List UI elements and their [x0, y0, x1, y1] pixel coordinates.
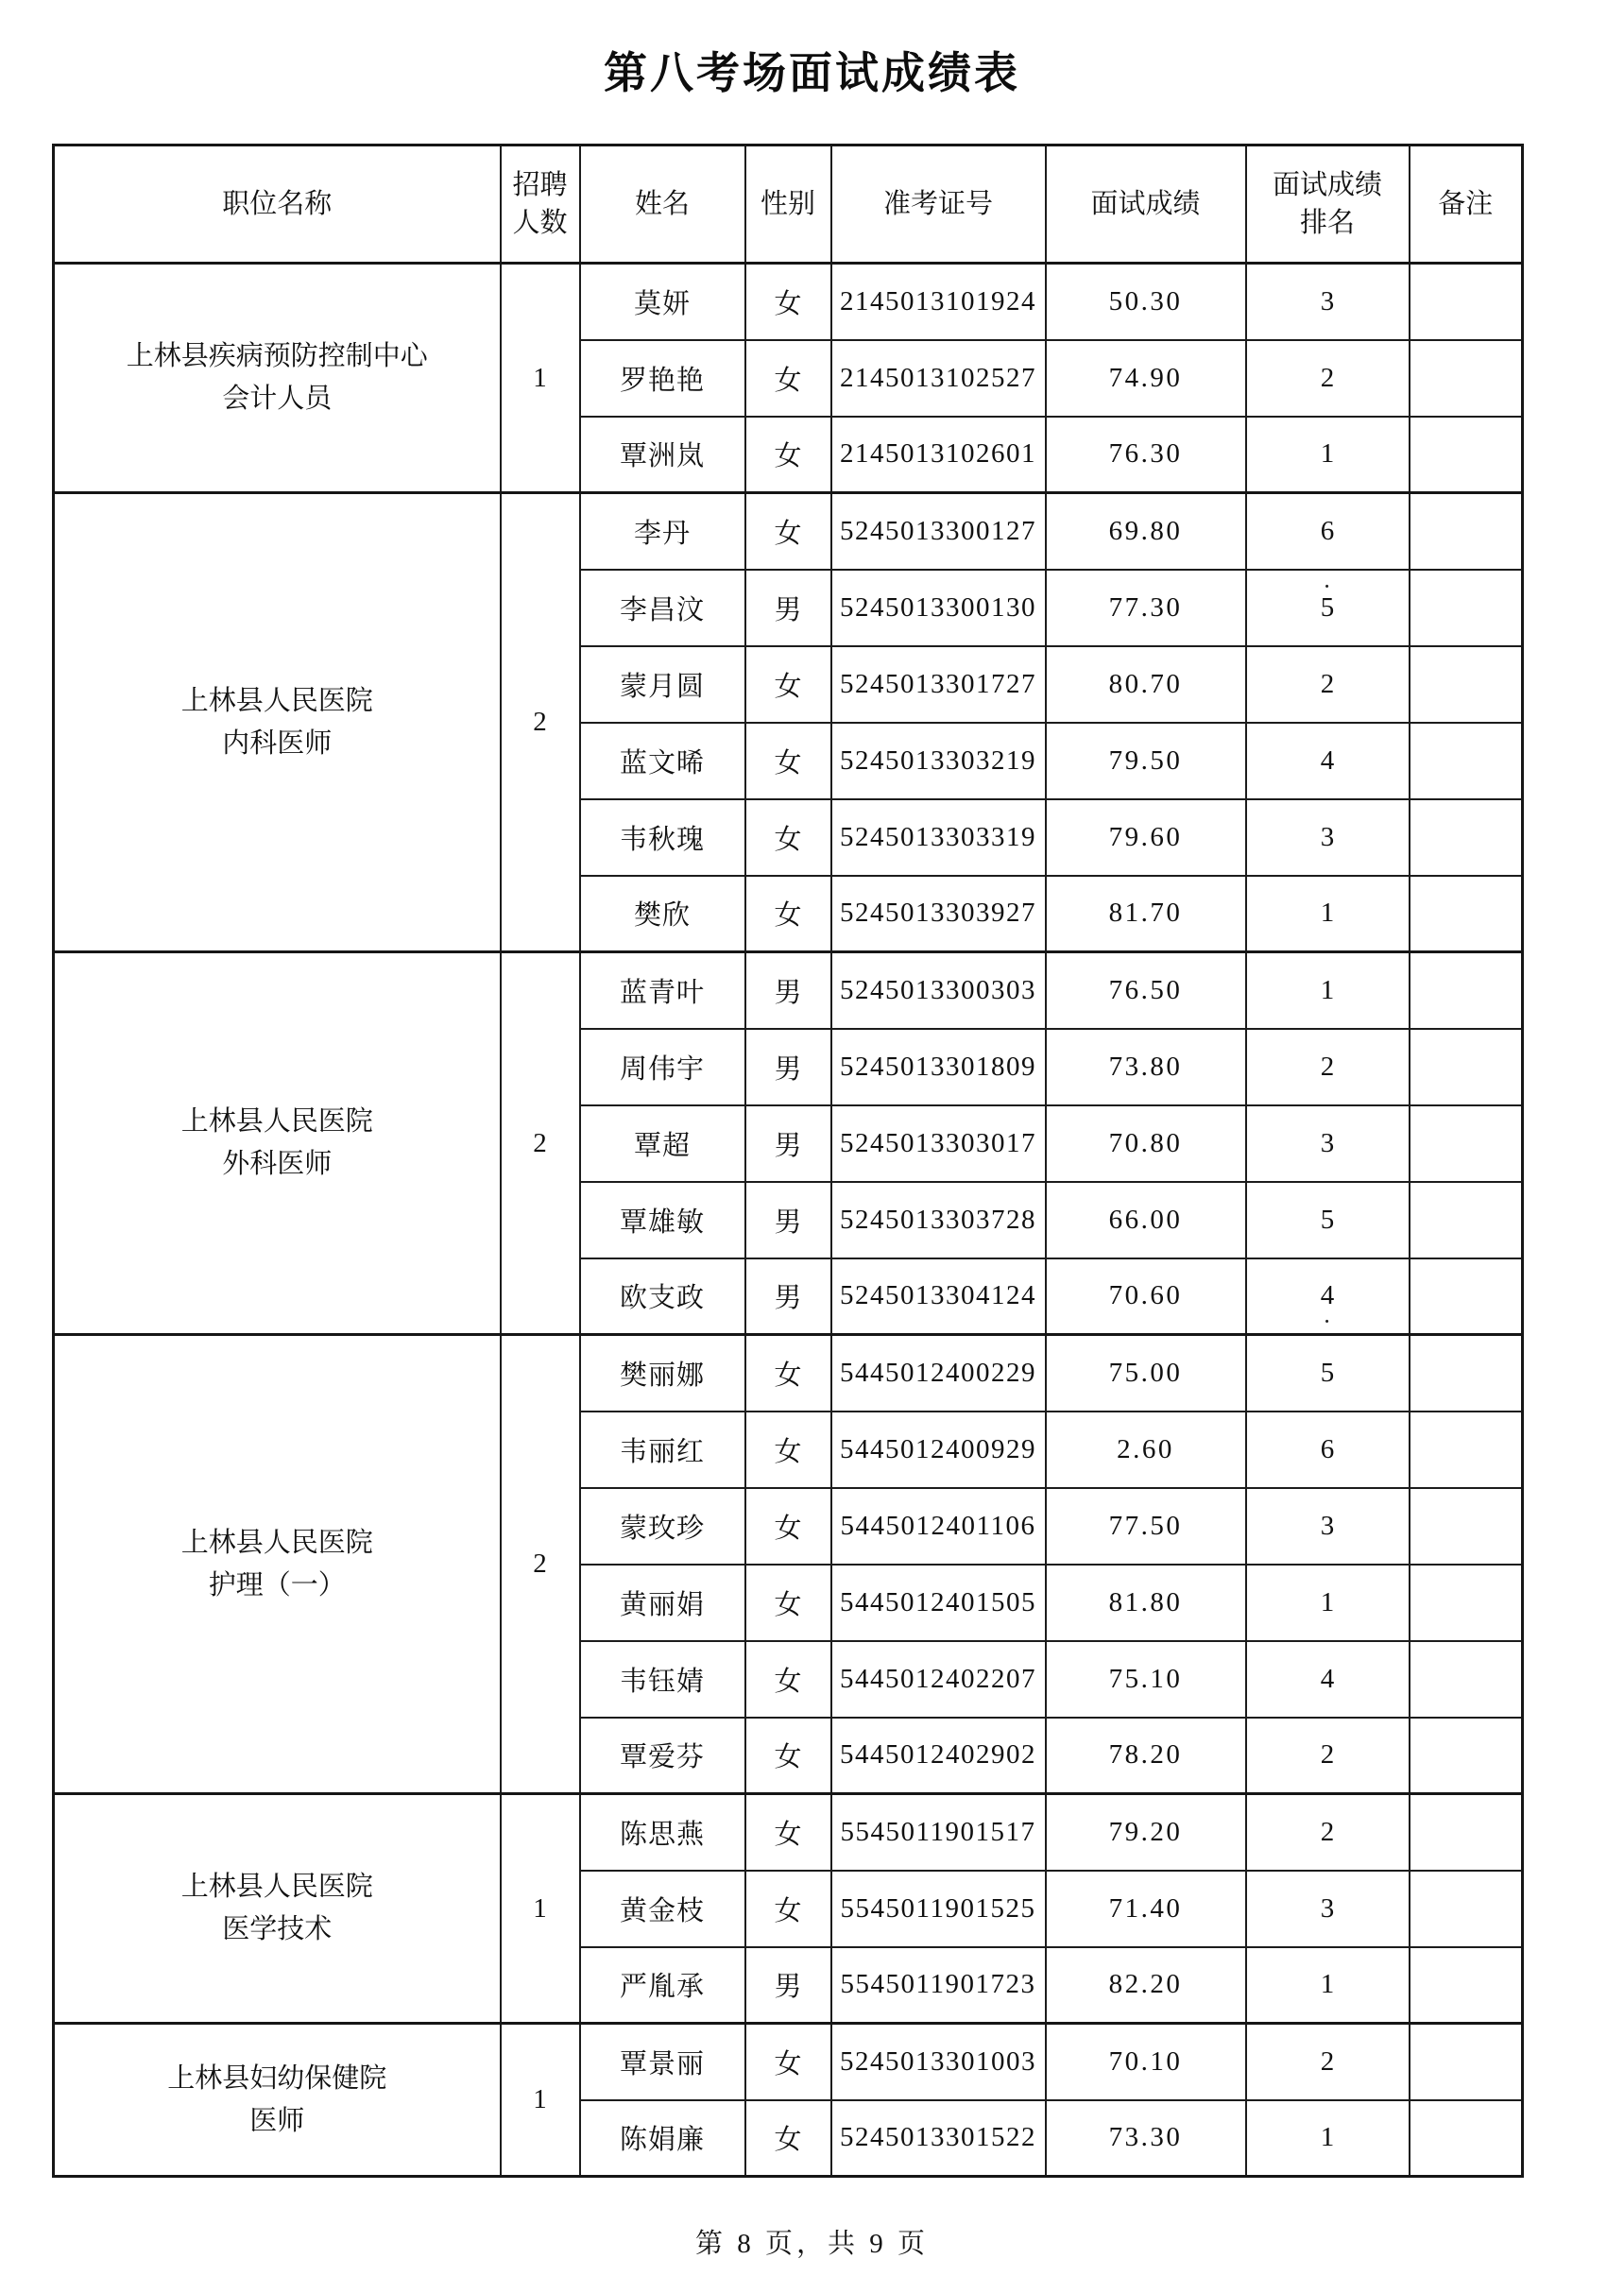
- name-cell: 欧支政: [580, 1258, 745, 1335]
- gender-cell: 女: [745, 723, 831, 799]
- remark-cell: [1410, 340, 1523, 417]
- rank-cell: 3: [1246, 1488, 1410, 1565]
- gender-cell: 女: [745, 417, 831, 493]
- score-cell: 74.90: [1046, 340, 1246, 417]
- score-cell: 79.20: [1046, 1794, 1246, 1871]
- exam-id-cell: 2145013102601: [831, 417, 1046, 493]
- remark-cell: [1410, 493, 1523, 570]
- score-cell: 75.00: [1046, 1335, 1246, 1412]
- header-cell-name: 姓名: [580, 145, 745, 264]
- rank-cell: 2: [1246, 2024, 1410, 2100]
- position-cell: 上林县人民医院 医学技术: [54, 1794, 501, 2024]
- remark-cell: [1410, 1718, 1523, 1794]
- page-title: 第八考场面试成绩表: [604, 48, 1020, 97]
- name-cell: 周伟宇: [580, 1029, 745, 1105]
- remark-cell: [1410, 1182, 1523, 1258]
- gender-cell: 女: [745, 1718, 831, 1794]
- exam-id-cell: 5445012402902: [831, 1718, 1046, 1794]
- name-cell: 蒙月圆: [580, 646, 745, 723]
- gender-cell: 男: [745, 1029, 831, 1105]
- rank-cell: 3: [1246, 799, 1410, 876]
- remark-cell: [1410, 1105, 1523, 1182]
- rank-cell: 2: [1246, 1794, 1410, 1871]
- exam-id-cell: 5445012401505: [831, 1565, 1046, 1641]
- exam-id-cell: 2145013101924: [831, 264, 1046, 340]
- exam-id-cell: 5445012400929: [831, 1412, 1046, 1488]
- table-row: [54, 1335, 1523, 1412]
- name-cell: 韦丽红: [580, 1412, 745, 1488]
- score-cell: 76.50: [1046, 952, 1246, 1029]
- gender-cell: 男: [745, 570, 831, 646]
- rank-cell: 2: [1246, 1029, 1410, 1105]
- remark-cell: [1410, 1947, 1523, 2024]
- table-row: [54, 2024, 1523, 2100]
- score-cell: 79.50: [1046, 723, 1246, 799]
- rank-cell: 5: [1246, 1182, 1410, 1258]
- table-row: [54, 264, 1523, 340]
- exam-id-cell: 5545011901525: [831, 1871, 1046, 1947]
- name-cell: 罗艳艳: [580, 340, 745, 417]
- remark-cell: [1410, 1641, 1523, 1718]
- name-cell: 蓝文晞: [580, 723, 745, 799]
- remark-cell: [1410, 646, 1523, 723]
- score-cell: 81.80: [1046, 1565, 1246, 1641]
- rank-cell: 2: [1246, 646, 1410, 723]
- rank-cell: 1: [1246, 417, 1410, 493]
- name-cell: 韦钰婧: [580, 1641, 745, 1718]
- name-cell: 覃雄敏: [580, 1182, 745, 1258]
- name-cell: 樊丽娜: [580, 1335, 745, 1412]
- gender-cell: 男: [745, 952, 831, 1029]
- rank-cell: 3: [1246, 264, 1410, 340]
- ink-dot-artifact: ·: [1323, 1308, 1331, 1335]
- remark-cell: [1410, 1871, 1523, 1947]
- remark-cell: [1410, 799, 1523, 876]
- name-cell: 严胤承: [580, 1947, 745, 2024]
- score-cell: 66.00: [1046, 1182, 1246, 1258]
- score-cell: 2.60: [1046, 1412, 1246, 1488]
- remark-cell: [1410, 1565, 1523, 1641]
- table-row: [54, 1794, 1523, 1871]
- gender-cell: 女: [745, 1488, 831, 1565]
- gender-cell: 女: [745, 2100, 831, 2177]
- remark-cell: [1410, 1412, 1523, 1488]
- remark-cell: [1410, 952, 1523, 1029]
- score-cell: 76.30: [1046, 417, 1246, 493]
- gender-cell: 女: [745, 1565, 831, 1641]
- exam-id-cell: 5545011901723: [831, 1947, 1046, 2024]
- header-cell-remark: 备注: [1410, 145, 1523, 264]
- score-cell: 75.10: [1046, 1641, 1246, 1718]
- score-cell: 81.70: [1046, 876, 1246, 952]
- name-cell: 覃景丽: [580, 2024, 745, 2100]
- recruit-count-cell: 1: [501, 264, 580, 493]
- name-cell: 蓝青叶: [580, 952, 745, 1029]
- gender-cell: 男: [745, 1947, 831, 2024]
- recruit-count-cell: 1: [501, 2024, 580, 2177]
- remark-cell: [1410, 1258, 1523, 1335]
- rank-cell: 3: [1246, 1105, 1410, 1182]
- gender-cell: 女: [745, 493, 831, 570]
- name-cell: 莫妍: [580, 264, 745, 340]
- recruit-count-cell: 2: [501, 952, 580, 1335]
- remark-cell: [1410, 2100, 1523, 2177]
- position-cell: 上林县人民医院 护理（一）: [54, 1335, 501, 1794]
- name-cell: 陈娟廉: [580, 2100, 745, 2177]
- name-cell: 覃爱芬: [580, 1718, 745, 1794]
- rank-cell: 1: [1246, 2100, 1410, 2177]
- exam-id-cell: 5245013304124: [831, 1258, 1046, 1335]
- rank-cell: 1: [1246, 952, 1410, 1029]
- gender-cell: 男: [745, 1105, 831, 1182]
- rank-cell: 5 ·: [1246, 570, 1410, 646]
- exam-id-cell: 2145013102527: [831, 340, 1046, 417]
- position-cell: 上林县疾病预防控制中心 会计人员: [54, 264, 501, 493]
- exam-id-cell: 5445012401106: [831, 1488, 1046, 1565]
- exam-id-cell: 5245013300130: [831, 570, 1046, 646]
- exam-id-cell: 5245013301809: [831, 1029, 1046, 1105]
- score-cell: 79.60: [1046, 799, 1246, 876]
- remark-cell: [1410, 1029, 1523, 1105]
- score-cell: 70.10: [1046, 2024, 1246, 2100]
- rank-cell: 1: [1246, 1565, 1410, 1641]
- exam-id-cell: 5245013300303: [831, 952, 1046, 1029]
- ink-dot-artifact: ·: [1323, 572, 1331, 600]
- score-cell: 77.50: [1046, 1488, 1246, 1565]
- rank-cell: 2: [1246, 1718, 1410, 1794]
- exam-id-cell: 5245013301003: [831, 2024, 1046, 2100]
- exam-id-cell: 5245013301522: [831, 2100, 1046, 2177]
- exam-id-cell: 5245013300127: [831, 493, 1046, 570]
- gender-cell: 女: [745, 646, 831, 723]
- gender-cell: 女: [745, 1871, 831, 1947]
- score-cell: 70.80: [1046, 1105, 1246, 1182]
- page-footer: 第 8 页，共 9 页: [694, 2229, 929, 2259]
- name-cell: 覃超: [580, 1105, 745, 1182]
- name-cell: 蒙玫珍: [580, 1488, 745, 1565]
- header-cell-exam-id: 准考证号: [831, 145, 1046, 264]
- header-cell-position: 职位名称: [54, 145, 501, 264]
- rank-cell: 4: [1246, 1641, 1410, 1718]
- name-cell: 黄丽娟: [580, 1565, 745, 1641]
- score-cell: 73.80: [1046, 1029, 1246, 1105]
- rank-cell: 6: [1246, 1412, 1410, 1488]
- name-cell: 陈思燕: [580, 1794, 745, 1871]
- gender-cell: 女: [745, 1641, 831, 1718]
- score-cell: 82.20: [1046, 1947, 1246, 2024]
- rank-cell: 6: [1246, 493, 1410, 570]
- gender-cell: 女: [745, 1335, 831, 1412]
- gender-cell: 女: [745, 799, 831, 876]
- gender-cell: 男: [745, 1182, 831, 1258]
- gender-cell: 女: [745, 1794, 831, 1871]
- exam-id-cell: 5245013303319: [831, 799, 1046, 876]
- exam-id-cell: 5545011901517: [831, 1794, 1046, 1871]
- exam-id-cell: 5245013303927: [831, 876, 1046, 952]
- exam-id-cell: 5445012400229: [831, 1335, 1046, 1412]
- header-cell-rank: 面试成绩 排名: [1246, 145, 1410, 264]
- rank-cell: 4: [1246, 723, 1410, 799]
- remark-cell: [1410, 1794, 1523, 1871]
- remark-cell: [1410, 1335, 1523, 1412]
- score-cell: 69.80: [1046, 493, 1246, 570]
- remark-cell: [1410, 876, 1523, 952]
- name-cell: 韦秋瑰: [580, 799, 745, 876]
- table-row: [54, 952, 1523, 1029]
- name-cell: 覃洲岚: [580, 417, 745, 493]
- rank-cell: 5: [1246, 1335, 1410, 1412]
- score-cell: 71.40: [1046, 1871, 1246, 1947]
- position-cell: 上林县人民医院 内科医师: [54, 493, 501, 952]
- position-cell: 上林县人民医院 外科医师: [54, 952, 501, 1335]
- score-cell: 77.30: [1046, 570, 1246, 646]
- exam-id-cell: 5445012402207: [831, 1641, 1046, 1718]
- score-cell: 70.60: [1046, 1258, 1246, 1335]
- name-cell: 李丹: [580, 493, 745, 570]
- recruit-count-cell: 2: [501, 493, 580, 952]
- gender-cell: 女: [745, 264, 831, 340]
- gender-cell: 男: [745, 1258, 831, 1335]
- score-cell: 80.70: [1046, 646, 1246, 723]
- header-cell-recruit-count: 招聘 人数: [501, 145, 580, 264]
- position-cell: 上林县妇幼保健院 医师: [54, 2024, 501, 2177]
- remark-cell: [1410, 1488, 1523, 1565]
- rank-cell: 3: [1246, 1871, 1410, 1947]
- header-row: [54, 145, 1523, 264]
- score-cell: 73.30: [1046, 2100, 1246, 2177]
- gender-cell: 女: [745, 876, 831, 952]
- rank-cell: 1: [1246, 876, 1410, 952]
- remark-cell: [1410, 417, 1523, 493]
- exam-id-cell: 5245013303728: [831, 1182, 1046, 1258]
- remark-cell: [1410, 2024, 1523, 2100]
- rank-cell: 4 ·: [1246, 1258, 1410, 1335]
- name-cell: 黄金枝: [580, 1871, 745, 1947]
- rank-cell: 1: [1246, 1947, 1410, 2024]
- name-cell: 李昌汶: [580, 570, 745, 646]
- remark-cell: [1410, 570, 1523, 646]
- exam-id-cell: 5245013303219: [831, 723, 1046, 799]
- remark-cell: [1410, 264, 1523, 340]
- score-cell: 50.30: [1046, 264, 1246, 340]
- table-row: [54, 493, 1523, 570]
- exam-id-cell: 5245013303017: [831, 1105, 1046, 1182]
- recruit-count-cell: 1: [501, 1794, 580, 2024]
- remark-cell: [1410, 723, 1523, 799]
- gender-cell: 女: [745, 1412, 831, 1488]
- gender-cell: 女: [745, 340, 831, 417]
- exam-id-cell: 5245013301727: [831, 646, 1046, 723]
- recruit-count-cell: 2: [501, 1335, 580, 1794]
- rank-cell: 2: [1246, 340, 1410, 417]
- name-cell: 樊欣: [580, 876, 745, 952]
- gender-cell: 女: [745, 2024, 831, 2100]
- header-cell-gender: 性别: [745, 145, 831, 264]
- interview-score-table: [52, 144, 1524, 2178]
- header-cell-score: 面试成绩: [1046, 145, 1246, 264]
- score-cell: 78.20: [1046, 1718, 1246, 1794]
